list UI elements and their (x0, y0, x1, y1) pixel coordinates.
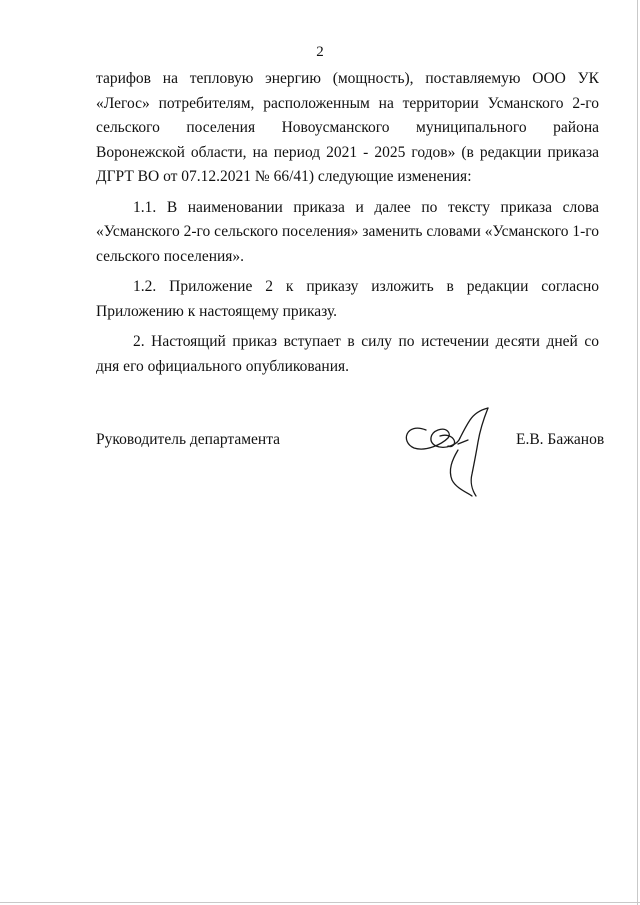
paragraph-item-2: 2. Настоящий приказ вступает в силу по истечении десяти дней со дня его официального опубликования. (96, 333, 599, 375)
paragraph-item-1-2: 1.2. Приложение 2 к приказу изложить в редакции согласно Приложению к настоящему приказу. (96, 278, 599, 320)
handwritten-signature (396, 400, 506, 500)
scan-edge-bottom (0, 902, 640, 903)
page-number: 2 (316, 44, 324, 60)
paragraph-item-1-1: 1.1. В наименовании приказа и далее по тексту приказа слова «Усманского 2-го сельского поселения» заменить словами «Усманского 1-го сельского поселения». (96, 198, 599, 265)
paragraph-continuation: тарифов на тепловую энергию (мощность), поставляемую ООО УК «Легос» потребителям, расположенным на территории Усманского 2-го сельского поселения Новоусманского муниципального района Воронежской области, на период 2021 - 2025 годов» (в редакции приказа ДГРТ ВО от 07.12.2021 № 66/41) следующие изменения: (96, 70, 599, 185)
document-body (96, 67, 599, 379)
signer-name: Е.В. Бажанов (516, 431, 605, 448)
signer-position: Руководитель департамента (96, 431, 281, 448)
scan-edge-right (637, 0, 638, 905)
